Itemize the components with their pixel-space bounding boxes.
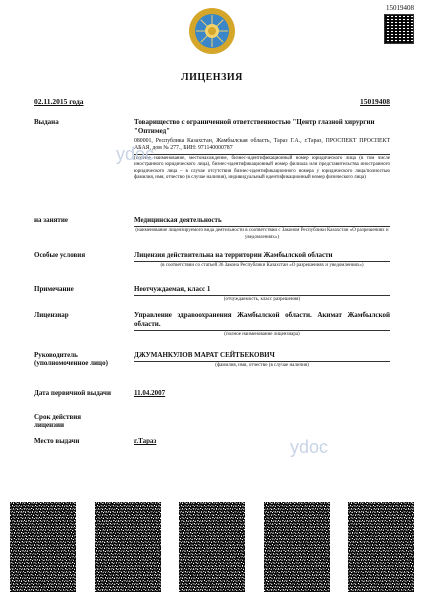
licensor-note: (полное наименование лицензиара) bbox=[224, 332, 300, 337]
issued-label: Выдана bbox=[34, 118, 59, 126]
issued-note: (полное наименование, местонахождение, бизнес-идентификационный номер юридического лица (в том числе иностранного юридического лица), бизнес-идентификационный номер филиала или представительства иностранного юридического лица – в случае отсутствия бизнес-идентификационного номера у юридического лица/полностью фамилия, имя, отчество (в случае наличия), индивидуальный идентификационный номер физического лица) bbox=[134, 156, 390, 180]
divider bbox=[134, 261, 390, 262]
document-title: ЛИЦЕНЗИЯ bbox=[181, 72, 243, 83]
head-value: ДЖУМАНКУЛОВ МАРАТ СЕЙТБЕКОВИЧ bbox=[134, 351, 275, 359]
divider bbox=[134, 361, 390, 362]
divider bbox=[134, 226, 390, 227]
watermark: ydoc bbox=[116, 144, 155, 164]
activity-note: (наименование лицензируемого вида деятельности в соответствии с Законом Республики Казахстан «О разрешениях и уведомлениях») bbox=[135, 228, 389, 240]
head-label: Руководитель (уполномоченное лицо) bbox=[34, 351, 108, 367]
licensor-label: Лицензиар bbox=[34, 311, 69, 319]
issued-value: Товарищество с ограниченной ответственностью "Центр глазной хирургии "Оптимед" bbox=[134, 118, 375, 135]
conditions-note: (в соответствии со статьей 36 Закона Республики Казахстан «О разрешениях и уведомлениях») bbox=[160, 263, 364, 268]
place-label: Место выдачи bbox=[34, 437, 80, 445]
qr-code-icon bbox=[179, 502, 245, 592]
qr-code-row bbox=[10, 502, 414, 592]
registration-number: 15019408 bbox=[360, 97, 390, 106]
top-number: 15019408 bbox=[386, 4, 414, 12]
head-note: (фамилия, имя, отчество (в случае наличия) bbox=[215, 363, 309, 368]
divider bbox=[134, 295, 390, 296]
divider bbox=[134, 154, 390, 155]
first-issue-label: Дата первичной выдачи bbox=[34, 389, 112, 397]
watermark: ydoc bbox=[290, 437, 329, 457]
qr-code-icon bbox=[348, 502, 414, 592]
conditions-value: Лицензия действительна на территории Жамбылской области bbox=[134, 251, 333, 259]
qr-code-icon bbox=[95, 502, 161, 592]
remark-label: Примечание bbox=[34, 285, 74, 293]
activity-label: на занятие bbox=[34, 216, 68, 224]
state-emblem-icon bbox=[187, 6, 237, 56]
conditions-label: Особые условия bbox=[34, 251, 86, 259]
issue-date: 02.11.2015 года bbox=[34, 97, 84, 106]
licensor-value: Управление здравоохранения Жамбылской области. Акимат Жамбылской области. bbox=[134, 311, 390, 328]
divider bbox=[134, 330, 390, 331]
remark-note: (отчуждаемость, класс разрешения) bbox=[223, 297, 301, 302]
qr-code-icon bbox=[384, 14, 414, 44]
qr-code-icon bbox=[264, 502, 330, 592]
qr-code-icon bbox=[10, 502, 76, 592]
issued-address: 080001, Республика Казахстан, Жамбылская область, Тараз Г.А., г.Тараз, ПРОСПЕКТ ПРОСПЕКТ АБАЯ, дом № 277., БИН: 971140000787 bbox=[134, 138, 390, 152]
activity-value: Медицинская деятельность bbox=[134, 216, 222, 224]
first-issue-value: 11.04.2007 bbox=[134, 389, 166, 397]
remark-value: Неотчуждаемая, класс 1 bbox=[134, 285, 211, 293]
place-value: г.Тараз bbox=[134, 437, 157, 445]
validity-label: Срок действия лицензии bbox=[34, 413, 82, 429]
